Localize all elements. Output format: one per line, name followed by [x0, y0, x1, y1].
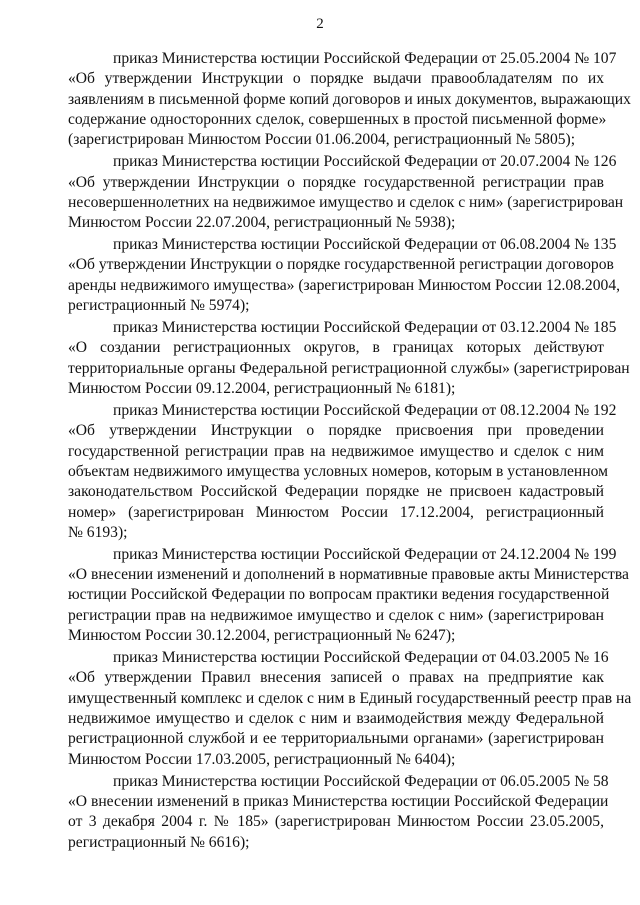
document-body [68, 49, 632, 854]
text-line: приказ Министерства юстиции Российской Федерации от 04.03.2005 № 16 [113, 648, 609, 666]
order-paragraph [68, 49, 631, 151]
order-paragraph [68, 318, 630, 399]
text-line: номер» (зарегистрирован Минюстом России 17.12.2004, регистрационный [68, 503, 604, 521]
text-line: территориальные органы Федеральной регистрационной службы» (зарегистрирован [68, 359, 630, 377]
text-line: Минюстом России 30.12.2004, регистрационный № 6247); [68, 627, 456, 645]
text-line: содержание односторонних сделок, совершенных в простой письменной форме» [68, 111, 607, 129]
order-paragraph [68, 545, 629, 647]
text-line: Минюстом России 22.07.2004, регистрационный № 5938); [68, 214, 456, 232]
text-line: «О внесении изменений в приказ Министерства юстиции Российской Федерации [68, 792, 609, 810]
text-line: приказ Министерства юстиции Российской Федерации от 25.05.2004 № 107 [113, 50, 617, 67]
text-line: законодательством Российской Федерации порядке не присвоен кадастровый [68, 483, 604, 501]
text-line: несовершеннолетних на недвижимое имущество и сделок с ним» (зарегистрирован [68, 193, 624, 211]
text-line: заявлениям в письменной форме копий договоров и иных документов, выражающих [68, 90, 631, 108]
text-line: приказ Министерства юстиции Российской Федерации от 08.12.2004 № 192 [113, 401, 617, 419]
text-line: № 6193); [68, 523, 128, 541]
page-number: 2 [316, 16, 324, 32]
text-line: «Об утверждении Правил внесения записей о правах на предприятие как [68, 669, 604, 687]
text-line: от 3 декабря 2004 г. № 185» (зарегистрирован Минюстом России 23.05.2005, [68, 813, 604, 831]
text-line: имущественный комплекс и сделок с ним в Единый государственный реестр прав на [68, 689, 632, 707]
text-line: юстиции Российской Федерации по вопросам практики ведения государственной [68, 586, 610, 604]
text-line: приказ Министерства юстиции Российской Федерации от 06.05.2005 № 58 [113, 772, 609, 790]
text-line: приказ Министерства юстиции Российской Федерации от 20.07.2004 № 126 [113, 153, 617, 171]
text-line: Минюстом России 17.03.2005, регистрационный № 6404); [68, 750, 456, 768]
text-line: регистрационной службой и ее территориальными органами» (зарегистрирован [68, 730, 604, 748]
text-line: регистрационный № 5974); [68, 297, 250, 315]
text-line: государственной регистрации прав на недвижимое имущество и сделок с ним [68, 442, 604, 460]
order-paragraph [68, 235, 621, 316]
text-line: «О создании регистрационных округов, в границах которых действуют [68, 339, 604, 357]
text-line: недвижимое имущество и сделок с ним и взаимодействия между Федеральной [68, 710, 604, 727]
text-line: регистрации прав на недвижимое имущество и сделок с ним» (зарегистрирован [68, 606, 604, 624]
text-line: аренды недвижимого имущества» (зарегистрирован Минюстом России 12.08.2004, [68, 276, 621, 294]
order-paragraph [68, 401, 617, 543]
text-line: «Об утверждении Инструкции о порядке присвоения при проведении [68, 422, 604, 440]
text-line: «Об утверждении Инструкции о порядке государственной регистрации прав [68, 173, 604, 191]
order-paragraph [68, 152, 624, 233]
text-line: приказ Министерства юстиции Российской Федерации от 24.12.2004 № 199 [113, 545, 617, 563]
text-line: приказ Министерства юстиции Российской Федерации от 03.12.2004 № 185 [113, 318, 617, 336]
text-line: приказ Министерства юстиции Российской Федерации от 06.08.2004 № 135 [113, 236, 617, 254]
text-line: «О внесении изменений и дополнений в нормативные правовые акты Министерства [68, 566, 629, 584]
text-line: объектам недвижимого имущества условных номеров, которым в установленном [68, 462, 608, 480]
text-line: «Об утверждении Инструкции о порядке выдачи правообладателям по их [68, 70, 604, 88]
text-line: Минюстом России 09.12.2004, регистрационный № 6181); [68, 380, 456, 397]
text-line: «Об утверждении Инструкции о порядке государственной регистрации договоров [68, 256, 614, 274]
text-line: (зарегистрирован Минюстом России 01.06.2004, регистрационный № 5805); [68, 131, 576, 149]
text-line: регистрационный № 6616); [68, 833, 250, 851]
order-paragraph [68, 648, 632, 770]
order-paragraph [68, 772, 609, 853]
